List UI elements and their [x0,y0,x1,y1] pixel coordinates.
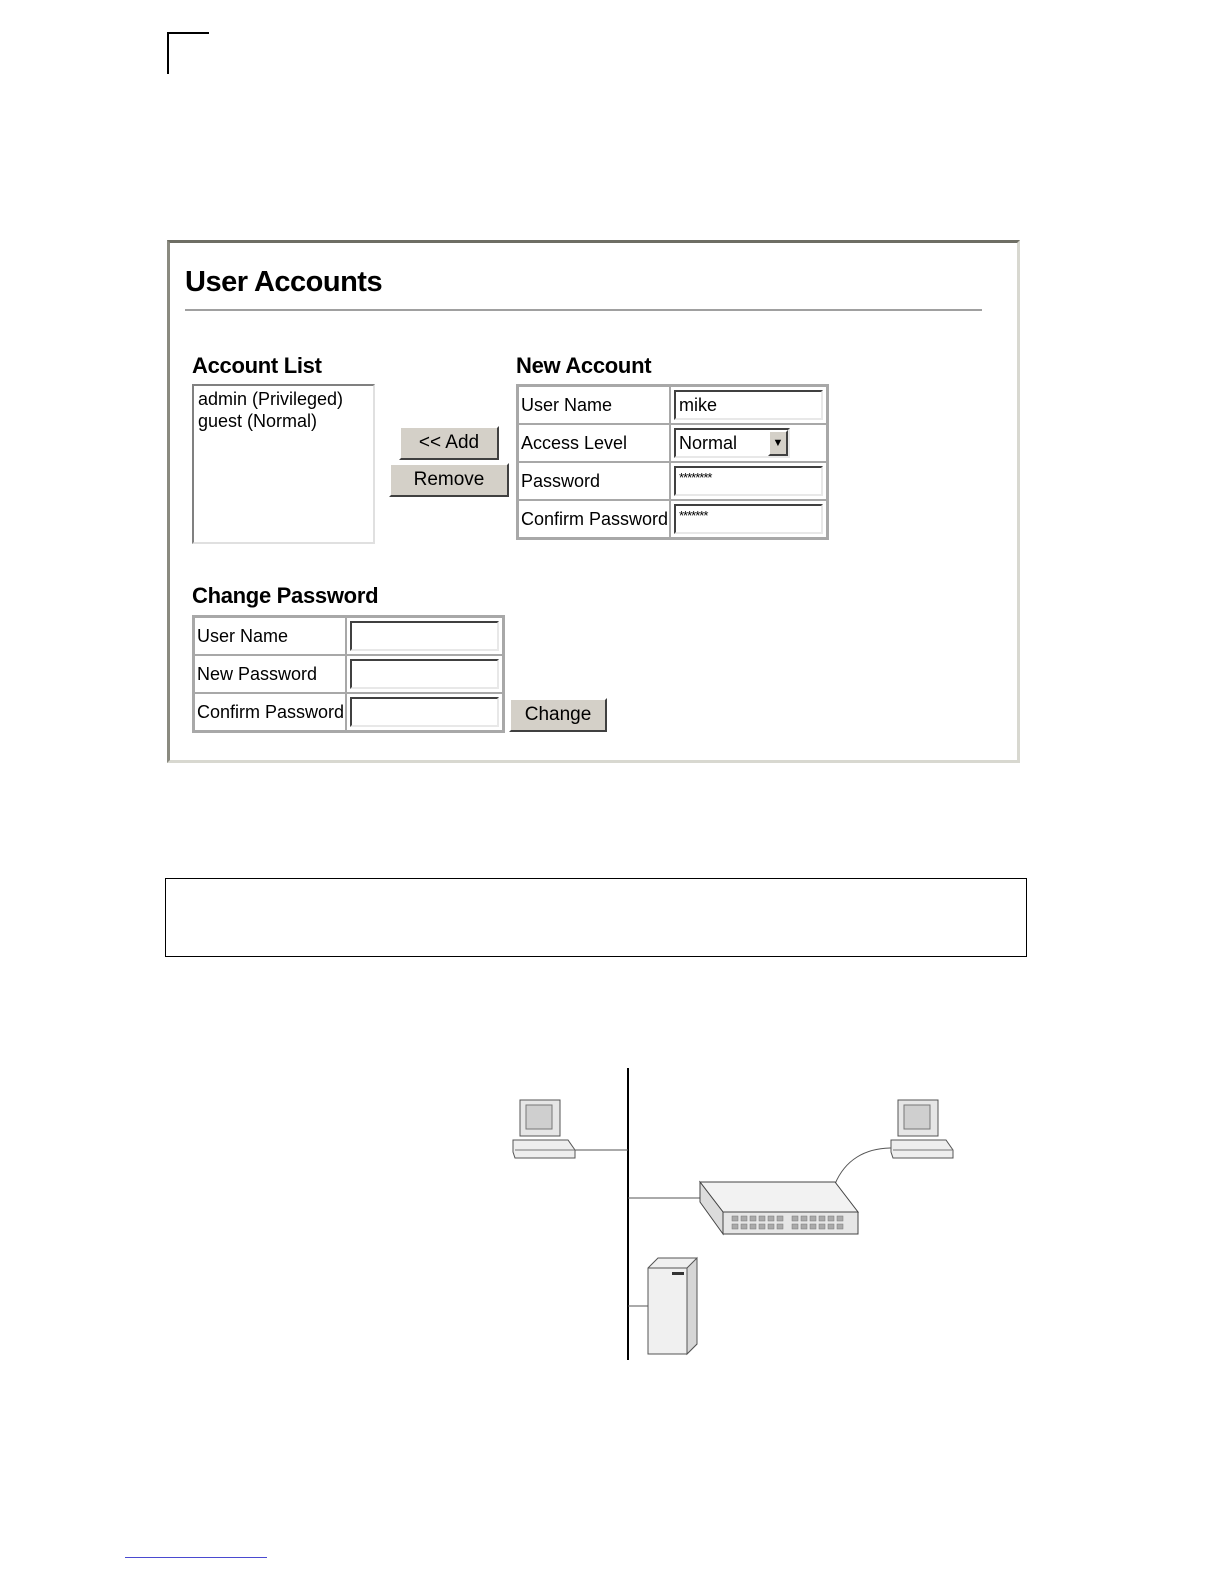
server-icon [648,1258,697,1354]
remote-workstation-link [835,1148,892,1184]
access-level-value: Normal [679,433,738,453]
change-confirm-password-input[interactable] [350,697,499,727]
new-password-input[interactable] [350,659,499,689]
change-user-name-label: User Name [194,617,346,655]
chevron-down-icon[interactable]: ▼ [768,430,788,456]
password-label: Password [518,462,670,500]
note-box [165,878,1027,957]
remove-button[interactable]: Remove [389,463,509,497]
change-user-name-input[interactable] [350,621,499,651]
access-level-select[interactable] [674,428,790,458]
new-user-name-label: User Name [518,386,670,424]
account-list-item[interactable]: admin (Privileged) [198,389,344,409]
switch-icon [700,1182,858,1234]
confirm-password-input[interactable]: ******* [674,504,823,534]
access-level-label: Access Level [518,424,670,462]
add-button[interactable]: << Add [399,426,499,460]
account-listbox[interactable] [192,384,375,544]
workstation-icon [891,1100,953,1158]
confirm-password-label: Confirm Password [518,500,670,538]
change-button[interactable]: Change [509,698,607,732]
user-accounts-panel [167,240,1020,763]
change-password-heading: Change Password [192,583,379,608]
new-password-label: New Password [194,655,346,693]
workstation-icon [513,1100,575,1158]
page-title: User Accounts [185,266,383,298]
account-list-heading: Account List [192,353,322,378]
password-input[interactable]: ******** [674,466,823,496]
change-confirm-password-label: Confirm Password [194,693,346,731]
account-list-item[interactable]: guest (Normal) [198,411,318,431]
page-corner-mark [167,32,209,74]
new-user-name-input[interactable]: mike [674,390,823,420]
new-account-heading: New Account [516,353,652,378]
title-divider [185,309,982,311]
new-account-form [516,384,829,540]
footer-link-rule [125,1557,267,1558]
change-password-form [192,615,505,733]
